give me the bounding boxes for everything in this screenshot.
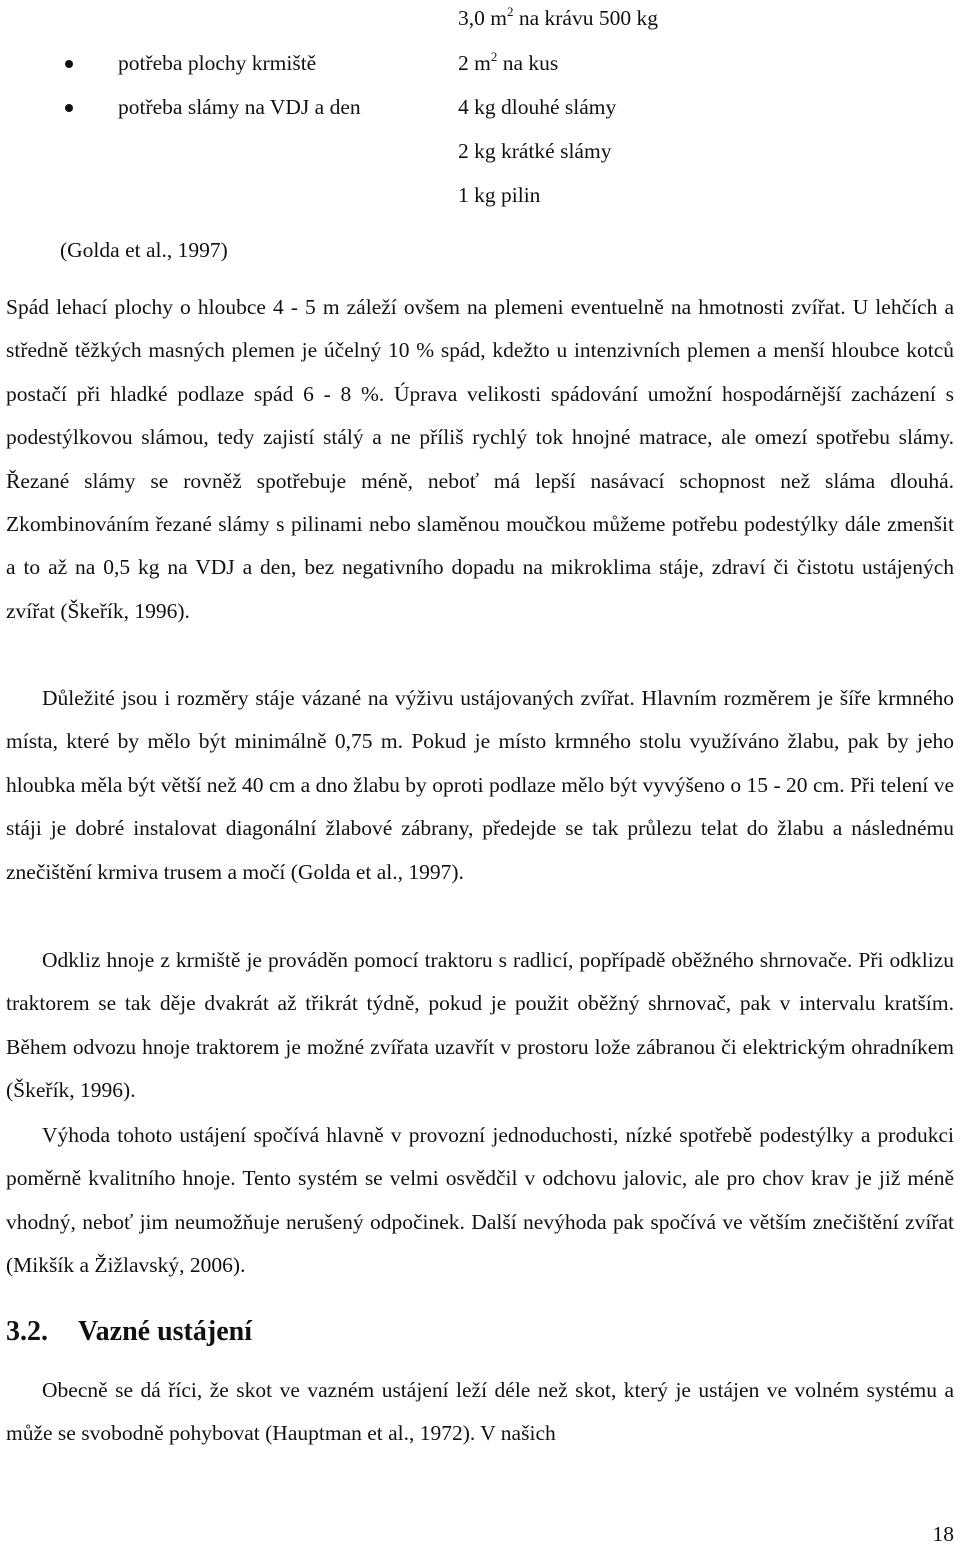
bullet-icon (65, 104, 73, 112)
section-title: Vazné ustájení (78, 1316, 252, 1347)
paragraph-1: Spád lehací plochy o hloubce 4 - 5 m záleží ovšem na plemeni eventuelně na hmotnosti zvířat. U lehčích a středně těžkých masných plemen je účelný 10 % spád, kdežto u intenzivních plemen a menší hloubce kotců postačí při hladké podlaze spád 6 - 8 %. Úprava velikosti spádování umožní hospodárnější zacházení s podestýlkovou slámou, tedy zajistí stálý a ne příliš rychlý tok hnojné matrace, ale omezí spotřebu slámy. Řezané slámy se rovněž spotřebuje méně, neboť má lepší nasávací schopnost než sláma dlouhá. Zkombinováním řezané slámy s pilinami nebo slaměnou moučkou můžeme potřebu podestýlky dále zmenšit a to až na 0,5 kg na VDJ a den, bez negativního dopadu na mikroklima stáje, zdraví či čistotu ustájených zvířat (Škeřík, 1996). (6, 295, 954, 623)
citation-top: (Golda et al., 1997) (60, 238, 228, 262)
table-label-row1: potřeba plochy krmiště (118, 51, 317, 75)
table-value-row0: 3,0 $m^2$ na krávu 500 kg (458, 4, 658, 30)
bullet-icon (65, 60, 73, 68)
table-value-row1: 2 $m^2$ na kus (458, 49, 559, 75)
paragraph-5: Obecně se dá říci, že skot ve vazném ustájení leží déle než skot, který je ustájen ve volném systému a může se svobodně pohybovat (Hauptman et al., 1972). V našich (6, 1378, 954, 1446)
table-value-row3: 2 kg krátké slámy (458, 139, 612, 163)
table-value-row4: 1 kg pilin (458, 183, 541, 207)
paragraph-3: Odkliz hnoje z krmiště je prováděn pomocí traktoru s radlicí, popřípadě oběžného shrnovače. Při odklizu traktorem se tak děje dvakrát až třikrát týdně, pokud je použit oběžný shrnovač, pak v intervalu kratším. Během odvozu hnoje traktorem je možné zvířata uzavřít v prostoru lože zábranou či elektrickým ohradníkem (Škeřík, 1996). (6, 948, 954, 1103)
section-heading (6, 1316, 252, 1348)
page-number: 18 (932, 1522, 954, 1546)
table-value-row2: 4 kg dlouhé slámy (458, 95, 617, 119)
paragraph-4: Výhoda tohoto ustájení spočívá hlavně v provozní jednoduchosti, nízké spotřebě podestýlky a produkci poměrně kvalitního hnoje. Tento systém se velmi osvědčil v odchovu jalovic, ale pro chov krav je již méně vhodný, neboť jim neumožňuje nerušený odpočinek. Další nevýhoda pak spočívá ve větším znečištění zvířat (Mikšík a Žižlavský, 2006). (6, 1123, 954, 1278)
paragraph-2: Důležité jsou i rozměry stáje vázané na výživu ustájovaných zvířat. Hlavním rozměrem je šíře krmného místa, které by mělo být minimálně 0,75 m. Pokud je místo krmného stolu využíváno žlabu, pak by jeho hloubka měla být větší než 40 cm a dno žlabu by oproti podlaze mělo být vyvýšeno o 15 - 20 cm. Při telení ve stáji je dobré instalovat diagonální žlabové zábrany, předejde se tak průlezu telat do žlabu a následnému znečištění krmiva trusem a močí (Golda et al., 1997). (6, 686, 954, 884)
section-number: 3.2. (6, 1316, 48, 1347)
table-label-row2: potřeba slámy na VDJ a den (118, 95, 361, 119)
